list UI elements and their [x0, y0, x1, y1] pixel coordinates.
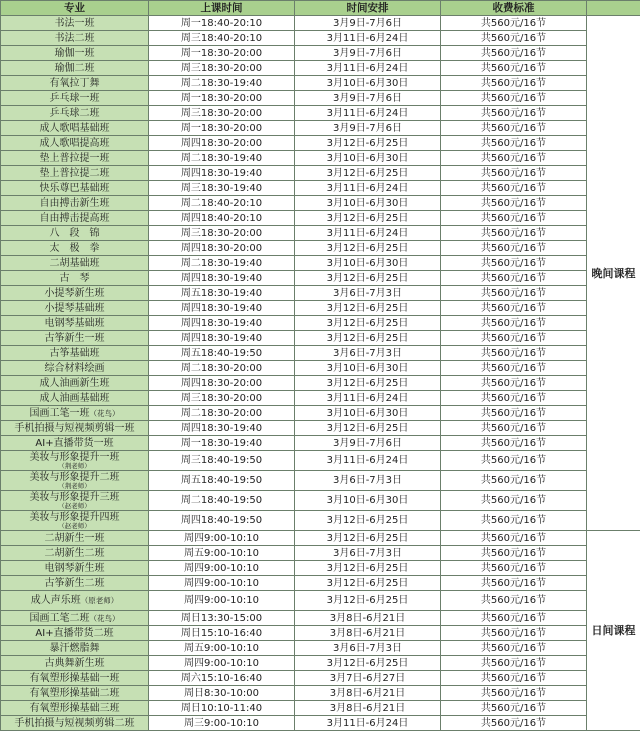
- date-range: 3月6日-7月3日: [295, 286, 441, 301]
- table-row: [1, 166, 640, 181]
- date-range: 3月8日-6月21日: [295, 701, 441, 716]
- class-time: 周二18:30-20:00: [149, 406, 295, 421]
- course-name-text: AI+直播带货一班: [35, 437, 114, 449]
- date-range: 3月8日-6月21日: [295, 611, 441, 626]
- course-name: [1, 391, 149, 406]
- course-name-text: 二胡新生二班: [44, 547, 105, 559]
- header-row: [1, 1, 640, 16]
- header-fee: 收费标准: [441, 1, 587, 16]
- class-time: 周一18:30-20:00: [149, 91, 295, 106]
- fee: 共560元/16节: [441, 241, 587, 256]
- date-range: 3月8日-6月21日: [295, 626, 441, 641]
- table-row: [1, 641, 640, 656]
- class-time: 周三18:30-19:40: [149, 181, 295, 196]
- date-range: 3月12日-6月25日: [295, 211, 441, 226]
- table-row: [1, 436, 640, 451]
- course-name-text: 自由搏击新生班: [39, 197, 110, 209]
- class-time: 周六15:10-16:40: [149, 671, 295, 686]
- header-category: [587, 1, 640, 16]
- course-name-text: 美妆与形象提升一班: [29, 451, 120, 463]
- category-day: 日间课程: [587, 531, 640, 731]
- header-schedule: 时间安排: [295, 1, 441, 16]
- class-time: 周四18:30-19:40: [149, 331, 295, 346]
- table-row: [1, 656, 640, 671]
- course-name-text: 自由搏击提高班: [39, 212, 110, 224]
- course-name: [1, 301, 149, 316]
- date-range: 3月10日-6月30日: [295, 76, 441, 91]
- course-name-text: 成人油画新生班: [39, 377, 110, 389]
- fee: 共560元/16节: [441, 301, 587, 316]
- table-row: [1, 421, 640, 436]
- header-class-time: 上课时间: [149, 1, 295, 16]
- class-time: 周四9:00-10:10: [149, 561, 295, 576]
- table-row: [1, 361, 640, 376]
- course-name: [1, 716, 149, 731]
- table-row: [1, 91, 640, 106]
- table-row: [1, 531, 640, 546]
- course-name-text: 八 段 锦: [49, 227, 100, 239]
- course-name-text: 太 极 拳: [49, 242, 100, 254]
- table-row: [1, 626, 640, 641]
- course-name-text: 有氧塑形操基础一班: [29, 672, 120, 684]
- fee: 共560元/16节: [441, 531, 587, 546]
- class-time: 周二18:40-19:50: [149, 491, 295, 511]
- class-time: 周四18:30-19:40: [149, 421, 295, 436]
- date-range: 3月12日-6月25日: [295, 531, 441, 546]
- table-row: [1, 671, 640, 686]
- course-teacher-note: （花鸟）: [89, 613, 120, 623]
- fee: 共560元/16节: [441, 196, 587, 211]
- course-name-text: 瑜伽一班: [54, 47, 95, 59]
- course-name: [1, 196, 149, 211]
- date-range: 3月11日-6月24日: [295, 716, 441, 731]
- fee: 共560元/16节: [441, 376, 587, 391]
- class-time: 周日13:30-15:00: [149, 611, 295, 626]
- course-name-text: 快乐尊巴基础班: [39, 182, 110, 194]
- class-time: 周五9:00-10:10: [149, 641, 295, 656]
- table-row: [1, 31, 640, 46]
- course-name: [1, 151, 149, 166]
- course-name-text: AI+直播带货二班: [35, 627, 114, 639]
- course-name: [1, 211, 149, 226]
- class-time: 周二18:40-20:10: [149, 196, 295, 211]
- table-row: [1, 316, 640, 331]
- table-row: [1, 716, 640, 731]
- course-name: [1, 361, 149, 376]
- fee: 共560元/16节: [441, 31, 587, 46]
- date-range: 3月12日-6月25日: [295, 301, 441, 316]
- date-range: 3月12日-6月25日: [295, 511, 441, 531]
- course-name-text: 有氧塑形操基础二班: [29, 687, 120, 699]
- course-name: [1, 91, 149, 106]
- fee: 共560元/16节: [441, 361, 587, 376]
- course-name: [1, 331, 149, 346]
- date-range: 3月6日-7月3日: [295, 546, 441, 561]
- class-time: 周三18:30-20:00: [149, 106, 295, 121]
- table-row: [1, 151, 640, 166]
- date-range: 3月12日-6月25日: [295, 421, 441, 436]
- fee: 共560元/16节: [441, 136, 587, 151]
- course-teacher-note: （赵老师）: [58, 521, 91, 530]
- course-name: [1, 656, 149, 671]
- date-range: 3月12日-6月25日: [295, 331, 441, 346]
- table-row: [1, 491, 640, 511]
- fee: 共560元/16节: [441, 181, 587, 196]
- class-time: 周二18:30-19:40: [149, 76, 295, 91]
- fee: 共560元/16节: [441, 641, 587, 656]
- class-time: 周四18:30-19:40: [149, 166, 295, 181]
- class-time: 周日8:30-10:00: [149, 686, 295, 701]
- fee: 共560元/16节: [441, 491, 587, 511]
- class-time: 周五18:40-19:50: [149, 346, 295, 361]
- course-teacher-note: （荆老师）: [58, 481, 91, 490]
- fee: 共560元/16节: [441, 716, 587, 731]
- course-name-text: 古筝新生二班: [44, 577, 105, 589]
- fee: 共560元/16节: [441, 331, 587, 346]
- course-name: [1, 316, 149, 331]
- fee: 共560元/16节: [441, 16, 587, 31]
- course-name-text: 古筝新生一班: [44, 332, 105, 344]
- date-range: 3月11日-6月24日: [295, 451, 441, 471]
- date-range: 3月10日-6月30日: [295, 151, 441, 166]
- course-name: [1, 376, 149, 391]
- course-name: [1, 511, 149, 531]
- date-range: 3月10日-6月30日: [295, 196, 441, 211]
- fee: 共560元/16节: [441, 546, 587, 561]
- class-time: 周三18:40-20:10: [149, 31, 295, 46]
- date-range: 3月10日-6月30日: [295, 491, 441, 511]
- course-name: [1, 271, 149, 286]
- course-teacher-note: （荆老师）: [58, 461, 91, 470]
- fee: 共560元/16节: [441, 511, 587, 531]
- course-name-text: 暴汗燃脂舞: [49, 642, 100, 654]
- date-range: 3月9日-7月6日: [295, 121, 441, 136]
- fee: 共560元/16节: [441, 286, 587, 301]
- table-row: [1, 61, 640, 76]
- date-range: 3月10日-6月30日: [295, 406, 441, 421]
- fee: 共560元/16节: [441, 61, 587, 76]
- course-name-text: 成人歌唱基础班: [39, 122, 110, 134]
- date-range: 3月12日-6月25日: [295, 376, 441, 391]
- class-time: 周三18:40-19:50: [149, 451, 295, 471]
- date-range: 3月9日-7月6日: [295, 91, 441, 106]
- table-row: [1, 686, 640, 701]
- class-time: 周一18:30-20:00: [149, 121, 295, 136]
- table-row: [1, 451, 640, 471]
- fee: 共560元/16节: [441, 436, 587, 451]
- course-name: [1, 406, 149, 421]
- table-row: [1, 181, 640, 196]
- course-name-text: 古典舞新生班: [44, 657, 105, 669]
- table-row: [1, 346, 640, 361]
- table-row: [1, 286, 640, 301]
- course-name-text: 乒乓球一班: [49, 92, 100, 104]
- course-name: [1, 226, 149, 241]
- table-row: [1, 611, 640, 626]
- table-row: [1, 256, 640, 271]
- date-range: 3月12日-6月25日: [295, 591, 441, 611]
- date-range: 3月8日-6月21日: [295, 686, 441, 701]
- course-name: [1, 576, 149, 591]
- table-row: [1, 576, 640, 591]
- course-name-text: 古筝基础班: [49, 347, 100, 359]
- course-name-text: 美妆与形象提升四班: [29, 511, 120, 523]
- table-row: [1, 46, 640, 61]
- table-row: [1, 331, 640, 346]
- class-time: 周四9:00-10:10: [149, 576, 295, 591]
- date-range: 3月12日-6月25日: [295, 166, 441, 181]
- fee: 共560元/16节: [441, 391, 587, 406]
- fee: 共560元/16节: [441, 686, 587, 701]
- class-time: 周四18:40-19:50: [149, 511, 295, 531]
- table-row: [1, 561, 640, 576]
- date-range: 3月9日-7月6日: [295, 46, 441, 61]
- course-name: [1, 121, 149, 136]
- class-time: 周三18:30-20:00: [149, 226, 295, 241]
- course-name: [1, 241, 149, 256]
- fee: 共560元/16节: [441, 76, 587, 91]
- class-time: 周四18:30-19:40: [149, 301, 295, 316]
- table-row: [1, 16, 640, 31]
- course-name-text: 手机拍摄与短视频剪辑二班: [14, 717, 135, 729]
- course-name-text: 瑜伽二班: [54, 62, 95, 74]
- date-range: 3月6日-7月3日: [295, 346, 441, 361]
- course-name: [1, 546, 149, 561]
- course-name: [1, 16, 149, 31]
- fee: 共560元/16节: [441, 591, 587, 611]
- course-name-text: 垫上普拉提二班: [39, 167, 110, 179]
- course-name-text: 美妆与形象提升二班: [29, 471, 120, 483]
- class-time: 周四18:40-20:10: [149, 211, 295, 226]
- course-name-text: 有氧拉丁舞: [49, 77, 100, 89]
- date-range: 3月11日-6月24日: [295, 181, 441, 196]
- course-name: [1, 286, 149, 301]
- fee: 共560元/16节: [441, 671, 587, 686]
- table-row: [1, 546, 640, 561]
- fee: 共560元/16节: [441, 271, 587, 286]
- course-name: [1, 641, 149, 656]
- course-name: [1, 611, 149, 626]
- course-name-text: 成人声乐班: [30, 595, 81, 606]
- fee: 共560元/16节: [441, 346, 587, 361]
- fee: 共560元/16节: [441, 166, 587, 181]
- fee: 共560元/16节: [441, 561, 587, 576]
- course-name: [1, 671, 149, 686]
- course-teacher-note: （赵老师）: [58, 501, 91, 510]
- date-range: 3月12日-6月25日: [295, 136, 441, 151]
- course-name-text: 电钢琴基础班: [44, 317, 105, 329]
- table-row: [1, 376, 640, 391]
- fee: 共560元/16节: [441, 626, 587, 641]
- course-name-text: 垫上普拉提一班: [39, 152, 110, 164]
- class-time: 周四18:30-20:00: [149, 376, 295, 391]
- fee: 共560元/16节: [441, 656, 587, 671]
- date-range: 3月6日-7月3日: [295, 471, 441, 491]
- class-time: 周日15:10-16:40: [149, 626, 295, 641]
- table-row: [1, 471, 640, 491]
- fee: 共560元/16节: [441, 91, 587, 106]
- class-time: 周四9:00-10:10: [149, 531, 295, 546]
- date-range: 3月11日-6月24日: [295, 391, 441, 406]
- date-range: 3月12日-6月25日: [295, 656, 441, 671]
- table-row: [1, 301, 640, 316]
- table-row: [1, 591, 640, 611]
- class-time: 周三18:30-20:00: [149, 391, 295, 406]
- table-row: [1, 211, 640, 226]
- table-row: [1, 106, 640, 121]
- class-time: 周三9:00-10:10: [149, 716, 295, 731]
- table-row: [1, 226, 640, 241]
- table-row: [1, 136, 640, 151]
- date-range: 3月12日-6月25日: [295, 271, 441, 286]
- date-range: 3月12日-6月25日: [295, 576, 441, 591]
- class-time: 周五18:30-19:40: [149, 286, 295, 301]
- course-name-text: 国画工笔二班: [29, 612, 90, 624]
- class-time: 周四18:30-19:40: [149, 316, 295, 331]
- table-row: [1, 391, 640, 406]
- fee: 共560元/16节: [441, 316, 587, 331]
- date-range: 3月11日-6月24日: [295, 31, 441, 46]
- fee: 共560元/16节: [441, 421, 587, 436]
- class-time: 周一18:30-20:00: [149, 46, 295, 61]
- course-name: [1, 591, 149, 611]
- header-major: 专业: [1, 1, 149, 16]
- fee: 共560元/16节: [441, 471, 587, 491]
- date-range: 3月12日-6月25日: [295, 241, 441, 256]
- class-time: 周一18:40-20:10: [149, 16, 295, 31]
- date-range: 3月9日-7月6日: [295, 436, 441, 451]
- class-time: 周二18:30-19:40: [149, 256, 295, 271]
- course-name-text: 成人油画基础班: [39, 392, 110, 404]
- table-body: [1, 16, 640, 731]
- course-teacher-note: （花鸟）: [89, 408, 120, 418]
- fee: 共560元/16节: [441, 211, 587, 226]
- fee: 共560元/16节: [441, 576, 587, 591]
- course-name-text: 成人歌唱提高班: [39, 137, 110, 149]
- course-name: [1, 561, 149, 576]
- class-time: 周五9:00-10:10: [149, 546, 295, 561]
- course-name-text: 书法二班: [54, 32, 95, 44]
- course-name-text: 书法一班: [54, 17, 95, 29]
- fee: 共560元/16节: [441, 256, 587, 271]
- date-range: 3月12日-6月25日: [295, 316, 441, 331]
- fee: 共560元/16节: [441, 46, 587, 61]
- course-name-text: 二胡基础班: [49, 257, 100, 269]
- table-row: [1, 271, 640, 286]
- course-name: [1, 421, 149, 436]
- course-name: [1, 436, 149, 451]
- class-time: 周日10:10-11:40: [149, 701, 295, 716]
- course-name-text: 国画工笔一班: [29, 407, 90, 419]
- course-name: [1, 346, 149, 361]
- class-time: 周一18:30-19:40: [149, 436, 295, 451]
- table-row: [1, 76, 640, 91]
- date-range: 3月11日-6月24日: [295, 226, 441, 241]
- date-range: 3月10日-6月30日: [295, 256, 441, 271]
- class-time: 周三18:30-20:00: [149, 61, 295, 76]
- table-row: [1, 241, 640, 256]
- class-time: 周四9:00-10:10: [149, 656, 295, 671]
- course-name-text: 美妆与形象提升三班: [29, 491, 120, 503]
- course-name-text: 电钢琴新生班: [44, 562, 105, 574]
- table-row: [1, 406, 640, 421]
- date-range: 3月11日-6月24日: [295, 106, 441, 121]
- course-name-text: 二胡新生一班: [44, 532, 105, 544]
- course-name: [1, 76, 149, 91]
- course-name-text: 小提琴新生班: [44, 287, 105, 299]
- fee: 共560元/16节: [441, 106, 587, 121]
- date-range: 3月7日-6月27日: [295, 671, 441, 686]
- course-teacher-note: （原老师）: [80, 596, 119, 605]
- course-name: [1, 31, 149, 46]
- class-time: 周四18:30-20:00: [149, 241, 295, 256]
- course-name: [1, 46, 149, 61]
- table-row: [1, 511, 640, 531]
- fee: 共560元/16节: [441, 406, 587, 421]
- table-row: [1, 196, 640, 211]
- date-range: 3月12日-6月25日: [295, 561, 441, 576]
- class-time: 周四18:30-20:00: [149, 136, 295, 151]
- course-name: [1, 701, 149, 716]
- category-evening: 晚间课程: [587, 16, 640, 531]
- course-name: [1, 471, 149, 491]
- course-name-text: 综合材料绘画: [44, 362, 105, 374]
- class-time: 周五18:40-19:50: [149, 471, 295, 491]
- class-time: 周四18:30-19:40: [149, 271, 295, 286]
- date-range: 3月9日-7月6日: [295, 16, 441, 31]
- class-time: 周二18:30-19:40: [149, 151, 295, 166]
- course-name-text: 手机拍摄与短视频剪辑一班: [14, 422, 135, 434]
- date-range: 3月10日-6月30日: [295, 361, 441, 376]
- course-name-text: 小提琴基础班: [44, 302, 105, 314]
- course-name: [1, 61, 149, 76]
- table-row: [1, 121, 640, 136]
- table-row: [1, 701, 640, 716]
- course-name: [1, 491, 149, 511]
- fee: 共560元/16节: [441, 701, 587, 716]
- course-name-text: 有氧塑形操基础三班: [29, 702, 120, 714]
- date-range: 3月6日-7月3日: [295, 641, 441, 656]
- fee: 共560元/16节: [441, 151, 587, 166]
- course-name: [1, 256, 149, 271]
- course-name: [1, 686, 149, 701]
- course-name-text: 古 琴: [59, 272, 90, 284]
- course-name: [1, 451, 149, 471]
- class-time: 周四9:00-10:10: [149, 591, 295, 611]
- date-range: 3月11日-6月24日: [295, 61, 441, 76]
- course-name-text: 乒乓球二班: [49, 107, 100, 119]
- course-name: [1, 106, 149, 121]
- course-name: [1, 181, 149, 196]
- fee: 共560元/16节: [441, 611, 587, 626]
- fee: 共560元/16节: [441, 121, 587, 136]
- course-name: [1, 626, 149, 641]
- course-name: [1, 531, 149, 546]
- fee: 共560元/16节: [441, 451, 587, 471]
- course-name: [1, 136, 149, 151]
- fee: 共560元/16节: [441, 226, 587, 241]
- course-name: [1, 166, 149, 181]
- class-time: 周二18:30-20:00: [149, 361, 295, 376]
